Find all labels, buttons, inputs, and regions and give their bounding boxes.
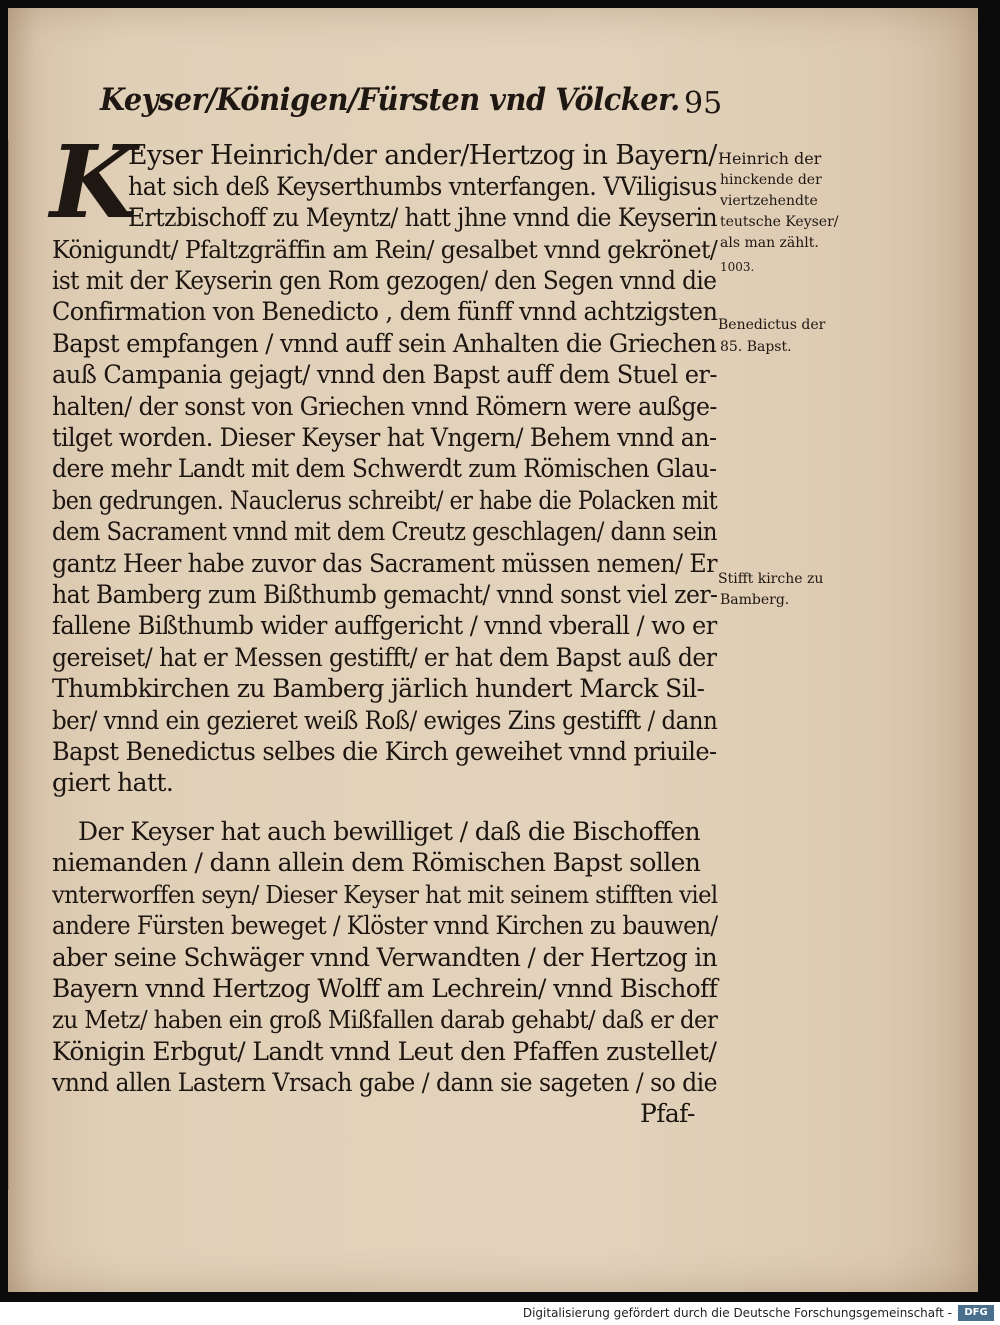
margin-note-line: Heinrich der xyxy=(718,149,822,168)
footer-bar xyxy=(0,1302,1000,1325)
text-line: niemanden / dann allein dem Römischen Bapst sollen xyxy=(52,848,701,877)
drop-cap-letter: K xyxy=(50,123,137,241)
page-number: 95 xyxy=(684,86,723,121)
text-line: fallene Bißthumb wider auffgericht / vnnd vberall / wo er xyxy=(52,611,717,640)
text-line: ber/ vnnd ein gezieret weiß Roß/ ewiges Zins gestifft / dann xyxy=(52,706,718,735)
funding-credit: Digitalisierung gefördert durch die Deutsche Forschungsgemeinschaft - xyxy=(522,1306,952,1320)
drop-cap xyxy=(50,123,137,241)
text-line: andere Fürsten beweget / Klöster vnnd Kirchen zu bauwen/ xyxy=(52,911,718,940)
text-line: hat sich deß Keyserthumbs vnterfangen. VViligisus xyxy=(128,172,717,201)
text-line: dere mehr Landt mit dem Schwerdt zum Römischen Glau- xyxy=(52,454,717,483)
text-line: Bapst empfangen / vnnd auff sein Anhalten die Griechen xyxy=(52,329,717,358)
catchword: Pfaf- xyxy=(640,1099,695,1128)
dfg-logo-icon: DFG xyxy=(958,1305,994,1321)
margin-note-line: hinckende der xyxy=(720,172,822,188)
text-line: Ertzbischoff zu Meyntz/ hatt jhne vnnd die Keyserin xyxy=(128,203,718,232)
text-line: ist mit der Keyserin gen Rom gezogen/ den Segen vnnd die xyxy=(52,266,717,295)
text-line: tilget worden. Dieser Keyser hat Vngern/ Behem vnnd an- xyxy=(52,423,717,452)
margin-note-line: als man zählt. xyxy=(720,235,819,251)
text-line: giert hatt. xyxy=(52,768,174,797)
margin-note-line: Benedictus der xyxy=(718,317,826,333)
text-line: gereiset/ hat er Messen gestifft/ er hat dem Bapst auß der xyxy=(52,643,717,672)
margin-note-line: Stifft kirche zu xyxy=(718,571,824,587)
text-line: vnnd allen Lastern Vrsach gabe / dann sie sageten / so die xyxy=(52,1068,718,1097)
text-line: Thumbkirchen zu Bamberg järlich hundert Marck Sil- xyxy=(52,674,705,703)
text-line: Königundt/ Pfaltzgräffin am Rein/ gesalbet vnnd gekrönet/ xyxy=(52,236,718,264)
margin-note-line: viertzehendte xyxy=(720,193,818,209)
text-line: gantz Heer habe zuvor das Sacrament müssen nemen/ Er xyxy=(52,549,717,578)
text-line: Eyser Heinrich/der ander/Hertzog in Bayern/ xyxy=(128,140,717,171)
text-line: Bayern vnnd Hertzog Wolff am Lechrein/ vnnd Bischoff xyxy=(52,974,718,1003)
text-line: dem Sacrament vnnd mit dem Creutz geschlagen/ dann sein xyxy=(52,517,718,546)
text-line: aber seine Schwäger vnnd Verwandten / der Hertzog in xyxy=(52,943,717,972)
text-line: Bapst Benedictus selbes die Kirch geweihet vnnd priuile- xyxy=(52,737,717,766)
text-line: hat Bamberg zum Bißthumb gemacht/ vnnd sonst viel zer- xyxy=(52,580,718,609)
text-line: zu Metz/ haben ein groß Mißfallen darab gehabt/ daß er der xyxy=(52,1006,718,1034)
margin-note-line: 85. Bapst. xyxy=(720,339,792,355)
text-line: auß Campania gejagt/ vnnd den Bapst auff dem Stuel er- xyxy=(52,360,717,389)
margin-note-line: teutsche Keyser/ xyxy=(720,214,839,230)
text-line: halten/ der sonst von Griechen vnnd Römern were außge- xyxy=(52,392,717,421)
text-line: Königin Erbgut/ Landt vnnd Leut den Pfaffen zustellet/ xyxy=(52,1037,717,1066)
text-line: Der Keyser hat auch bewilliget / daß die Bischoffen xyxy=(78,817,701,846)
text-line: ben gedrungen. Nauclerus schreibt/ er habe die Polacken mit xyxy=(52,486,718,515)
page-edge-line xyxy=(8,140,9,1190)
margin-note-line: 1003. xyxy=(720,260,755,274)
text-line: Confirmation von Benedicto , dem fünff vnnd achtzigsten xyxy=(52,297,718,326)
running-title: Keyser/Königen/Fürsten vnd Völcker. xyxy=(100,82,680,118)
margin-note-line: Bamberg. xyxy=(720,592,790,608)
text-line: vnterworffen seyn/ Dieser Keyser hat mit seinem stifften viel xyxy=(52,881,718,909)
